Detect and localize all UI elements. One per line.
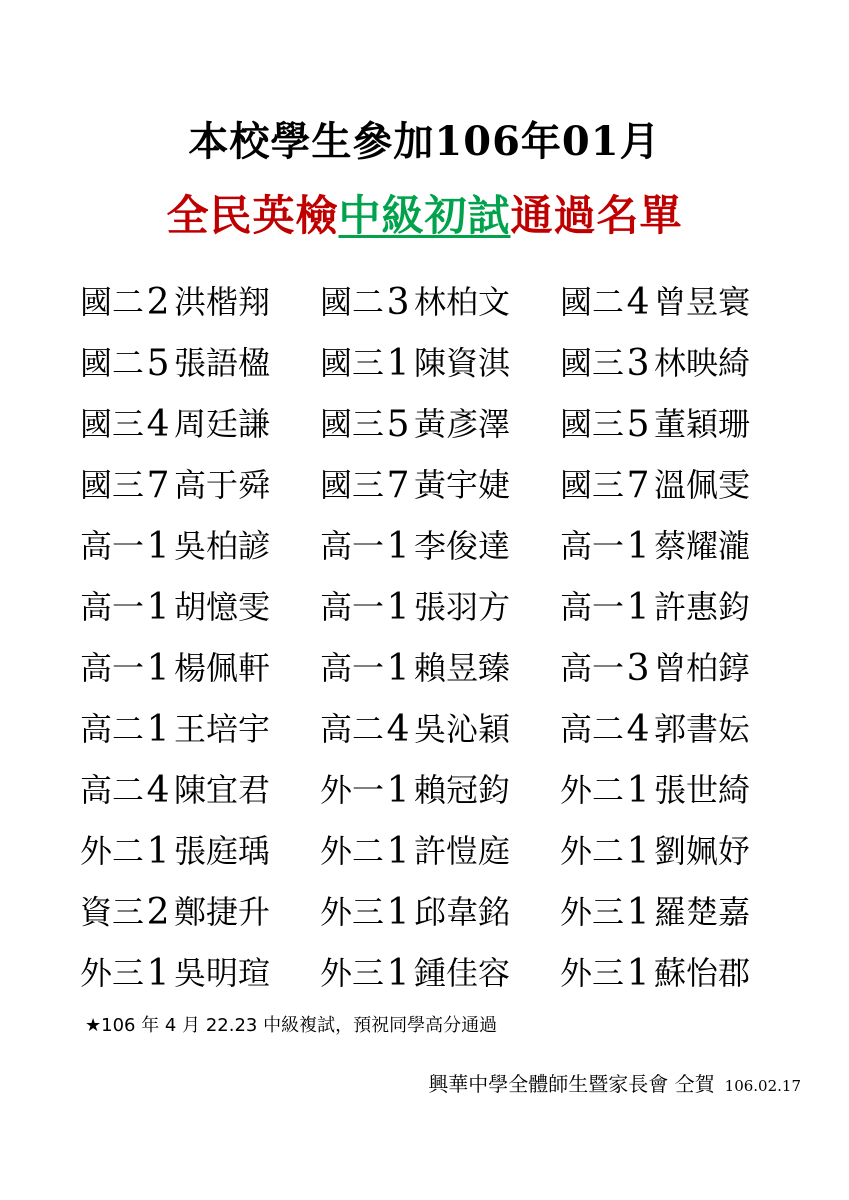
student-entry — [320, 455, 560, 516]
student-name: 張羽方 — [414, 588, 511, 626]
student-class: 國三 — [320, 344, 385, 382]
student-name: 林映綺 — [654, 344, 751, 382]
student-class-number: 1 — [146, 587, 170, 628]
student-name: 周廷謙 — [174, 405, 271, 443]
student-name: 蘇怡郡 — [654, 954, 751, 992]
student-class-number: 1 — [386, 526, 410, 567]
student-name: 黃宇婕 — [414, 466, 511, 504]
student-class-number: 1 — [146, 953, 170, 994]
student-class: 外二 — [80, 832, 145, 870]
student-class: 國三 — [320, 466, 385, 504]
student-class: 國三 — [560, 405, 625, 443]
student-class: 國二 — [560, 283, 625, 321]
student-entry — [320, 699, 560, 760]
student-name: 曾昱寰 — [654, 283, 751, 321]
student-class: 外二 — [560, 771, 625, 809]
student-name: 許愷庭 — [414, 832, 511, 870]
student-class: 資三 — [80, 893, 145, 931]
student-entry — [80, 333, 320, 394]
student-name: 陳宜君 — [174, 771, 271, 809]
student-class: 國三 — [80, 466, 145, 504]
student-class: 高一 — [560, 527, 625, 565]
retest-note: ★106 年 4 月 22.23 中級複試，預祝同學高分通過 — [85, 1015, 498, 1036]
student-entry — [560, 943, 800, 1004]
student-class: 高一 — [320, 649, 385, 687]
signature-date: 106.02.17 — [724, 1077, 801, 1095]
student-name: 胡憶雯 — [174, 588, 271, 626]
student-name: 羅楚嘉 — [654, 893, 751, 931]
page-subtitle — [0, 190, 849, 242]
student-class-number: 7 — [626, 465, 650, 506]
student-class: 外三 — [560, 893, 625, 931]
student-name: 吳明瑄 — [174, 954, 271, 992]
student-name: 吳沁穎 — [414, 710, 511, 748]
student-entry — [80, 943, 320, 1004]
student-class: 高二 — [80, 710, 145, 748]
student-name: 王培宇 — [174, 710, 271, 748]
student-entry — [320, 638, 560, 699]
student-class: 外三 — [560, 954, 625, 992]
student-name: 林柏文 — [414, 283, 511, 321]
student-name: 陳資淇 — [414, 344, 511, 382]
subtitle-part-level: 中級初試 — [338, 191, 511, 240]
student-name: 楊佩軒 — [174, 649, 271, 687]
student-entry — [80, 760, 320, 821]
student-class: 國三 — [560, 466, 625, 504]
student-entry — [80, 699, 320, 760]
student-class-number: 3 — [626, 343, 650, 384]
student-class: 國二 — [80, 344, 145, 382]
student-class-number: 1 — [386, 648, 410, 689]
student-entry — [80, 882, 320, 943]
page-title: 本校學生參加106年01月 — [188, 118, 661, 165]
student-class: 外二 — [560, 832, 625, 870]
student-class-number: 2 — [146, 282, 170, 323]
student-class: 高一 — [80, 527, 145, 565]
student-name: 鄭捷升 — [174, 893, 271, 931]
student-entry — [560, 638, 800, 699]
student-entry — [560, 333, 800, 394]
student-class: 高一 — [80, 588, 145, 626]
student-class: 外二 — [320, 832, 385, 870]
student-name: 賴冠鈞 — [414, 771, 511, 809]
student-class-number: 1 — [386, 953, 410, 994]
student-class-number: 5 — [146, 343, 170, 384]
student-entry — [320, 516, 560, 577]
student-class-number: 2 — [146, 892, 170, 933]
student-name: 許惠鈞 — [654, 588, 751, 626]
student-class: 高二 — [80, 771, 145, 809]
student-entry — [560, 272, 800, 333]
student-class-number: 1 — [146, 526, 170, 567]
student-class-number: 7 — [386, 465, 410, 506]
student-class-number: 4 — [626, 709, 650, 750]
student-entry — [80, 272, 320, 333]
subtitle-part-exam: 全民英檢 — [166, 191, 339, 240]
signature-text: 興華中學全體師生暨家長會 仝賀 — [428, 1072, 715, 1096]
student-name: 董穎珊 — [654, 405, 751, 443]
student-name: 劉姵妤 — [654, 832, 751, 870]
student-entry — [320, 272, 560, 333]
student-class: 國二 — [80, 283, 145, 321]
student-entry — [320, 943, 560, 1004]
student-class-number: 3 — [626, 648, 650, 689]
student-class: 外一 — [320, 771, 385, 809]
student-entry — [80, 455, 320, 516]
student-name: 郭書妘 — [654, 710, 751, 748]
student-class-number: 1 — [626, 587, 650, 628]
student-class: 外三 — [320, 893, 385, 931]
student-entry — [320, 333, 560, 394]
student-name: 溫佩雯 — [654, 466, 751, 504]
student-list — [80, 272, 800, 1004]
student-entry — [560, 882, 800, 943]
student-name: 鍾佳容 — [414, 954, 511, 992]
student-entry — [80, 394, 320, 455]
student-class-number: 1 — [146, 709, 170, 750]
student-class-number: 1 — [386, 343, 410, 384]
student-class-number: 1 — [626, 953, 650, 994]
student-class: 高二 — [320, 710, 385, 748]
student-name: 李俊達 — [414, 527, 511, 565]
student-class-number: 1 — [386, 587, 410, 628]
student-name: 曾柏錞 — [654, 649, 751, 687]
student-class-number: 4 — [626, 282, 650, 323]
student-class: 高一 — [320, 588, 385, 626]
student-class-number: 7 — [146, 465, 170, 506]
student-entry — [560, 699, 800, 760]
student-class-number: 1 — [386, 831, 410, 872]
student-name: 賴昱臻 — [414, 649, 511, 687]
student-class-number: 1 — [146, 831, 170, 872]
student-class-number: 1 — [626, 770, 650, 811]
student-entry — [320, 821, 560, 882]
student-class: 國三 — [320, 405, 385, 443]
student-class: 高一 — [320, 527, 385, 565]
student-entry — [320, 760, 560, 821]
student-entry — [560, 394, 800, 455]
student-class-number: 5 — [626, 404, 650, 445]
student-entry — [80, 516, 320, 577]
student-name: 蔡耀瀧 — [654, 527, 751, 565]
student-class-number: 1 — [146, 648, 170, 689]
student-entry — [80, 821, 320, 882]
signature — [428, 1070, 801, 1100]
student-name: 邱韋銘 — [414, 893, 511, 931]
student-entry — [320, 882, 560, 943]
student-class-number: 4 — [386, 709, 410, 750]
student-class-number: 1 — [626, 831, 650, 872]
student-class-number: 1 — [386, 770, 410, 811]
student-class: 國三 — [560, 344, 625, 382]
student-class: 國二 — [320, 283, 385, 321]
subtitle-part-result: 通過名單 — [510, 191, 683, 240]
student-entry — [320, 577, 560, 638]
student-class-number: 1 — [386, 892, 410, 933]
student-class-number: 4 — [146, 770, 170, 811]
student-entry — [320, 394, 560, 455]
student-name: 黃彥澤 — [414, 405, 511, 443]
student-class: 外三 — [80, 954, 145, 992]
student-name: 張世綺 — [654, 771, 751, 809]
student-class: 外三 — [320, 954, 385, 992]
student-entry — [80, 577, 320, 638]
student-class: 高二 — [560, 710, 625, 748]
student-entry — [560, 577, 800, 638]
student-name: 高于舜 — [174, 466, 271, 504]
student-name: 吳柏諺 — [174, 527, 271, 565]
student-name: 張庭瑀 — [174, 832, 271, 870]
student-class: 高一 — [560, 588, 625, 626]
student-class-number: 1 — [626, 892, 650, 933]
student-entry — [560, 821, 800, 882]
student-class-number: 1 — [626, 526, 650, 567]
student-class-number: 5 — [386, 404, 410, 445]
student-name: 洪楷翔 — [174, 283, 271, 321]
student-class-number: 4 — [146, 404, 170, 445]
student-name: 張語楹 — [174, 344, 271, 382]
student-entry — [560, 760, 800, 821]
student-entry — [560, 455, 800, 516]
student-class: 高一 — [80, 649, 145, 687]
student-entry — [80, 638, 320, 699]
student-class: 國三 — [80, 405, 145, 443]
student-entry — [560, 516, 800, 577]
student-class: 高一 — [560, 649, 625, 687]
student-class-number: 3 — [386, 282, 410, 323]
